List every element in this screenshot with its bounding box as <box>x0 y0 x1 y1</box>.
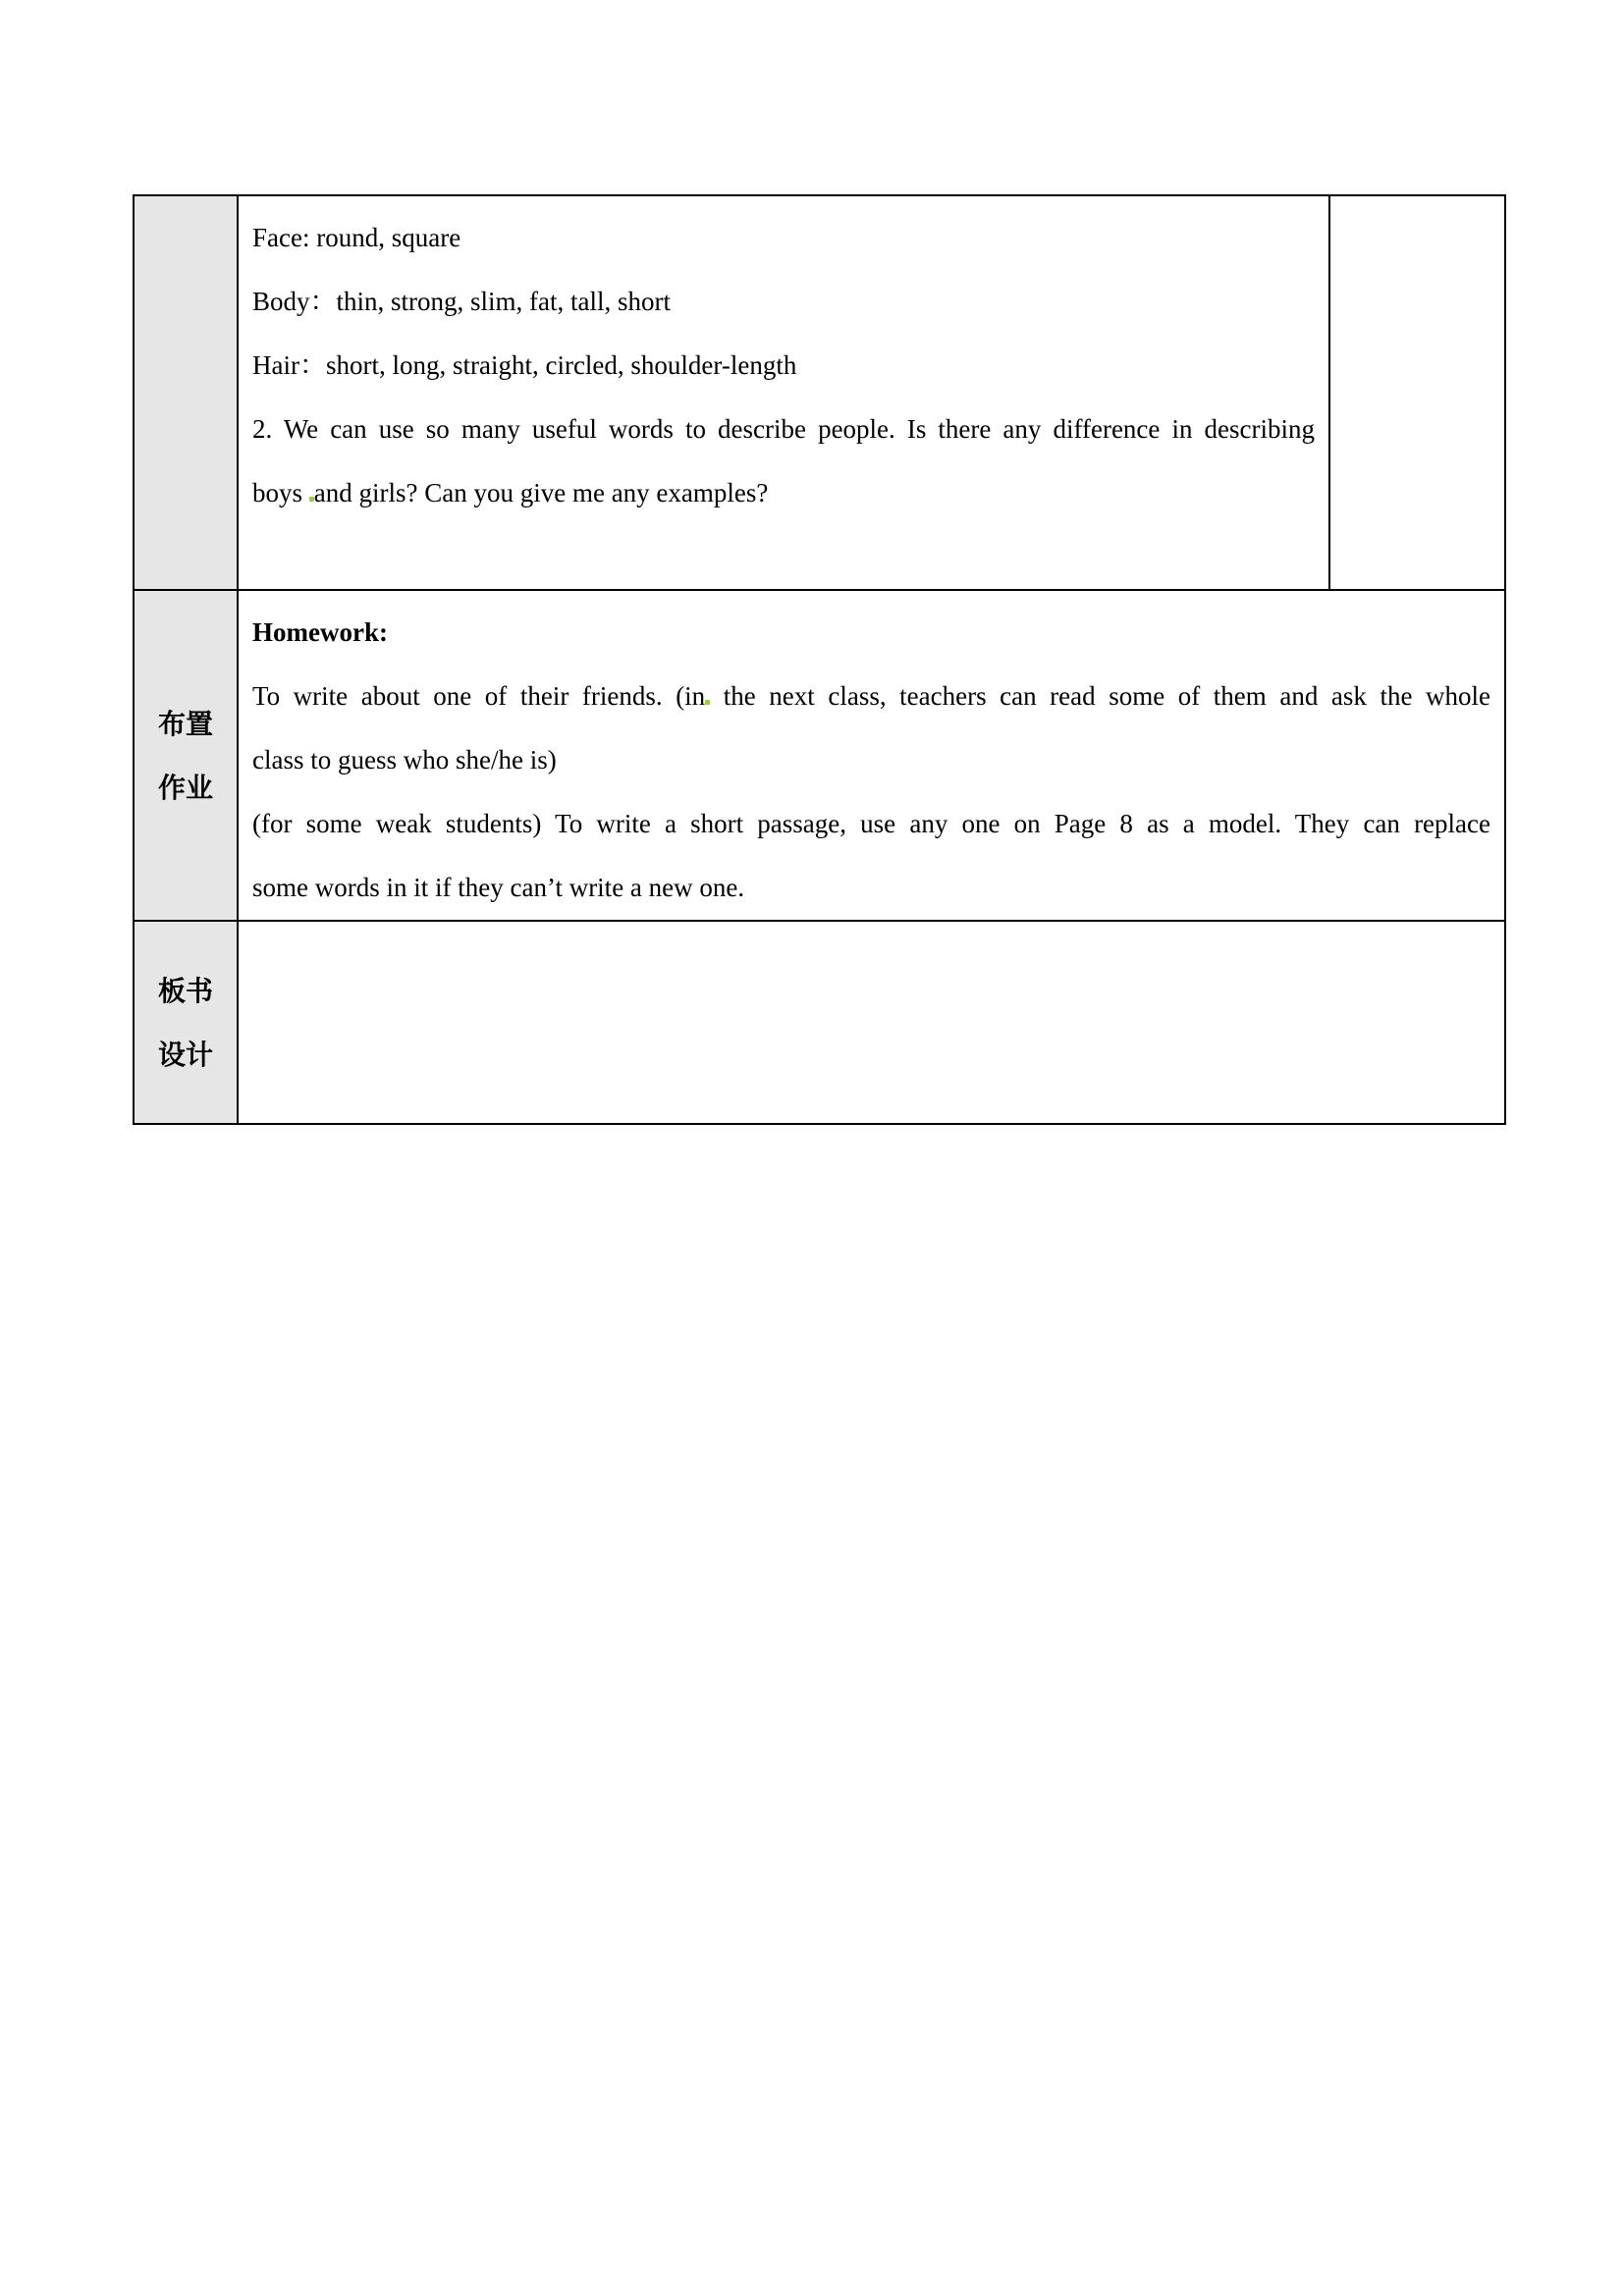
homework-p2-line2: some words in it if they can’t write a new one. <box>252 873 745 902</box>
homework-p1-start: To write about one of their friends. (in <box>252 681 706 711</box>
homework-p1-line2: class to guess who she/he is) <box>252 745 557 774</box>
homework-content <box>238 590 1505 921</box>
face-line: Face: round, square <box>252 223 461 252</box>
row-label-top: 板书 <box>157 974 213 1007</box>
table-row-homework <box>134 590 1505 921</box>
lesson-plan-table <box>133 194 1506 1125</box>
board-design-content <box>238 921 1505 1124</box>
hair-line: Hair：short, long, straight, circled, shoulder-length <box>252 350 797 380</box>
question-girls: and girls? Can you give me any examples? <box>313 478 769 507</box>
row-label-bottom: 作业 <box>157 771 213 804</box>
question-line-end <box>252 461 1315 525</box>
row-label-top: 布置 <box>157 707 213 740</box>
question-boys: boys <box>252 478 309 507</box>
row-label-bottom: 设计 <box>157 1038 213 1071</box>
row-label-board-design <box>134 921 238 1124</box>
row-label-homework <box>134 590 238 921</box>
row-label-description <box>134 195 238 590</box>
side-empty-cell <box>1329 195 1505 590</box>
homework-p1-end: the next class, teachers can read some of them and ask the whole <box>710 681 1490 711</box>
table-row-description <box>134 195 1505 590</box>
body-line: Body：thin, strong, slim, fat, tall, short <box>252 287 671 316</box>
homework-p2-line1: (for some weak students) To write a short passage, use any one on Page 8 as a model. They can replace <box>252 809 1490 838</box>
question-line: 2. We can use so many useful words to describe people. Is there any difference in describing <box>252 414 1315 444</box>
homework-p1-line1 <box>252 665 1490 728</box>
description-content <box>238 195 1329 590</box>
table-row-board-design <box>134 921 1505 1124</box>
homework-heading: Homework: <box>252 617 388 647</box>
